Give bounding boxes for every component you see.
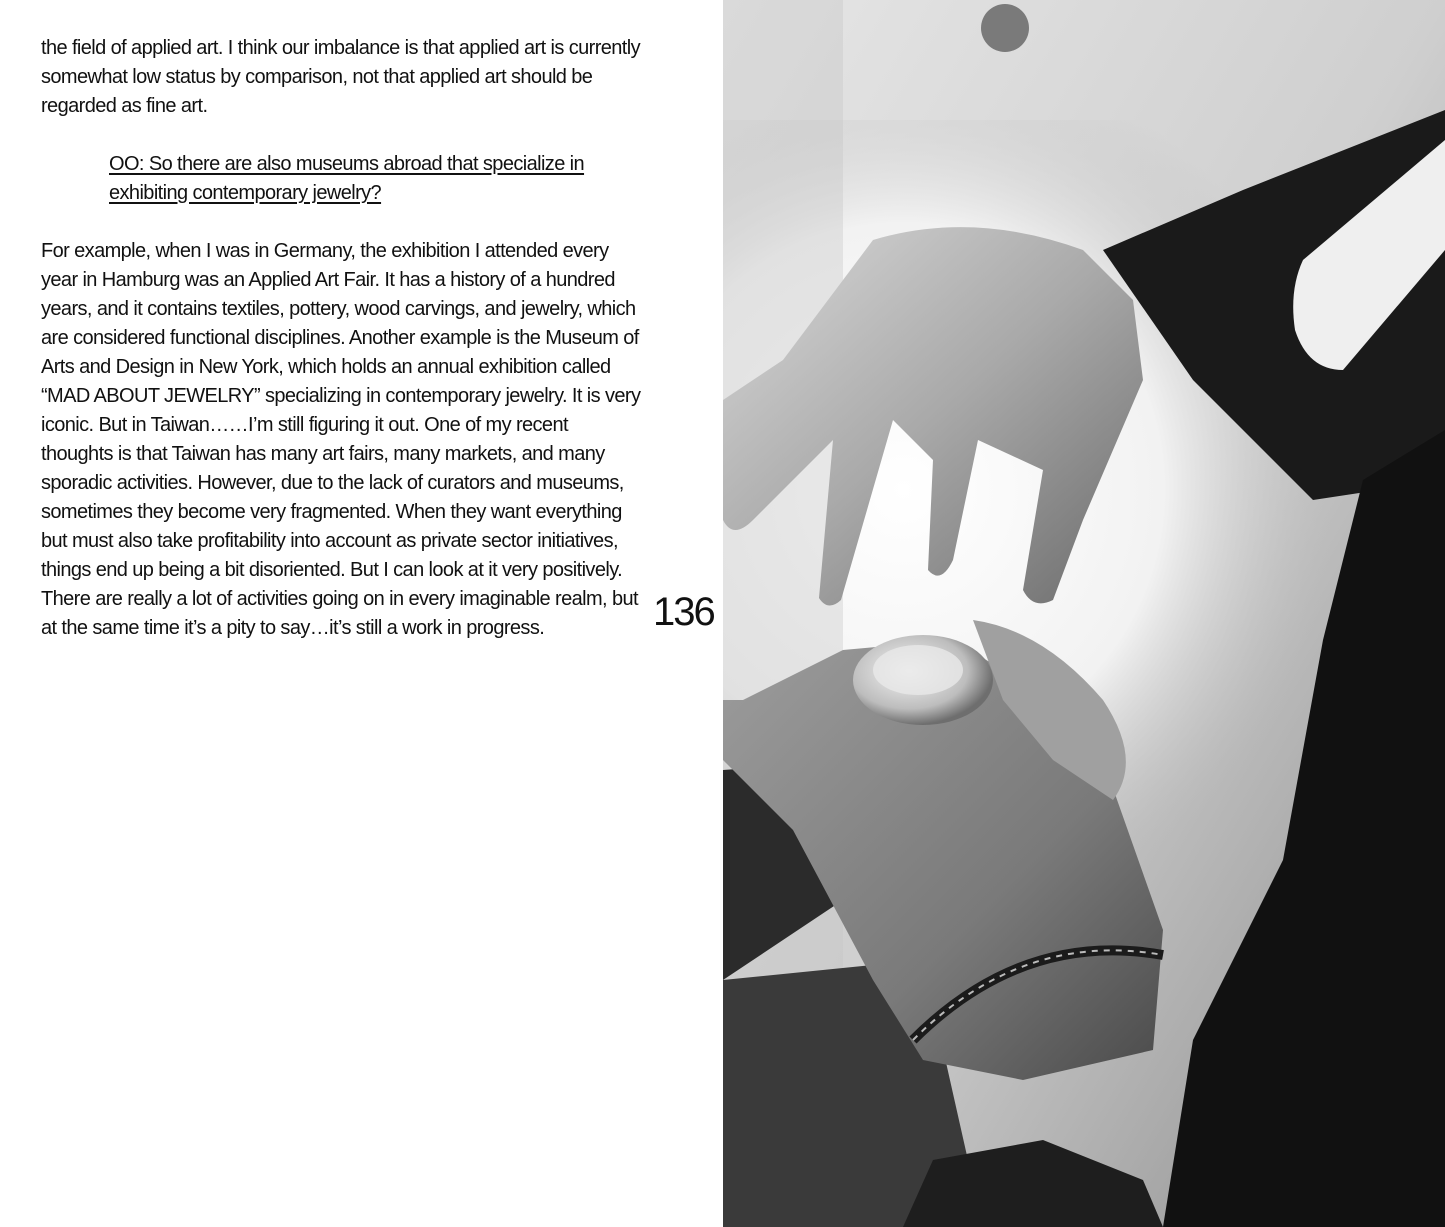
hands-holding-glass-ring-photo (723, 0, 1445, 1227)
paragraph: the field of applied art. I think our imbalance is that applied art is currently somewhat low status by comparison, not that applied art should be regarded as fine art. (41, 37, 641, 117)
page-number: 136 (653, 590, 714, 634)
interview-question: OO: So there are also museums abroad that specialize in exhibiting contemporary jewelry? (109, 153, 585, 204)
paragraph: For example, when I was in Germany, the exhibition I attended every year in Hamburg was an Applied Art Fair. It has a history of a hundred years, and it contains textiles, pottery, wood carvings, and jewelry, which are considered functional disciplines. Another example is the Museum of Arts and Design in New York, which holds an annual exhibition called “MAD ABOUT JEWELRY” specializing in contemporary jewelry. It is very iconic. But in Taiwan……I’m still figuring it out. One of my recent thoughts is that Taiwan has many art fairs, many markets, and many sporadic activities. However, due to the lack of curators and museums, sometimes they become very fragmented. When they want everything but must also take profitability into account as private sector initiatives, things end up being a bit disoriented. But I can look at it very positively. There are really a lot of activities going on in every imaginable realm, but at the same time it’s a pity to say…it’s still a work in progress. (41, 240, 641, 639)
article-text (41, 34, 641, 643)
